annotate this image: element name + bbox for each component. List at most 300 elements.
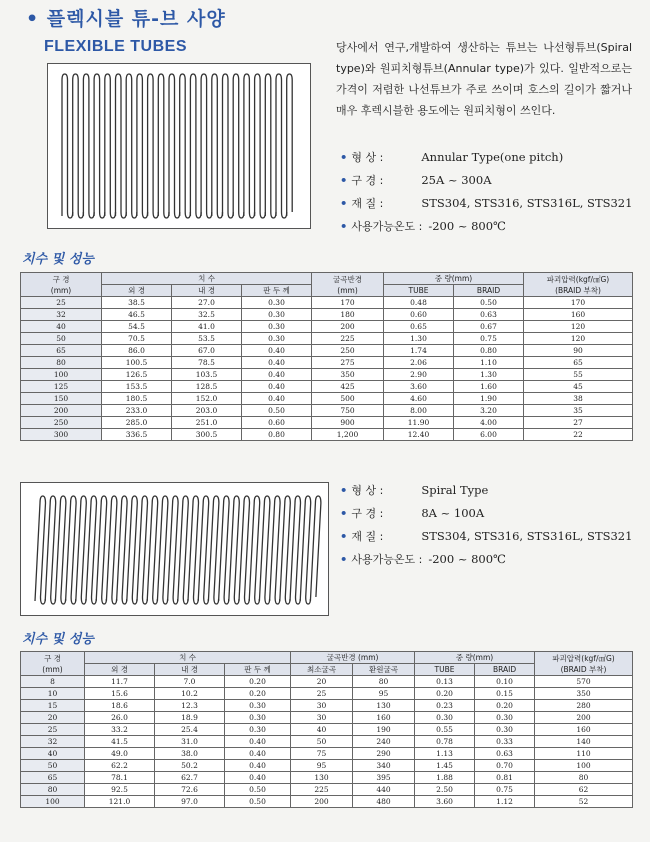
spiral-fold-line [265,597,270,604]
table-cell: 336.5 [102,429,172,441]
spiral-fold-line [178,496,189,601]
table-cell: 0.65 [384,321,454,333]
tube-fold-line [62,74,68,216]
table-cell: 38 [524,393,633,405]
table-cell: 40 [291,724,353,736]
table-row [21,700,633,712]
bullet-icon: • [340,173,348,187]
tube-fold-line [190,74,196,216]
table-cell: 121.0 [85,796,155,808]
table-cell: 26.0 [85,712,155,724]
table-cell: 0.13 [415,676,475,688]
table-cell: 1.45 [415,760,475,772]
col-thickness: 판 두 께 [225,664,291,676]
table-row [21,345,633,357]
table-cell: 225 [312,333,384,345]
table-cell: 250 [312,345,384,357]
table-cell: 0.30 [475,712,535,724]
table-cell: 38.5 [102,297,172,309]
table-cell: 150 [21,393,102,405]
spec-item-shape: • 형 상 : Annular Type(one pitch) [340,150,564,164]
table-cell: 120 [524,333,633,345]
table-cell: 20 [21,712,85,724]
table-cell: 8 [21,676,85,688]
spiral-fold-line [96,496,107,601]
spec-item-temperature: • 사용가능온도 : -200 ~ 800℃ [340,219,506,233]
tube-fold-line [255,74,261,216]
table-cell: 100.5 [102,357,172,369]
table-cell: 0.60 [384,309,454,321]
spec-item-size: • 구 경 : 25A ~ 300A [340,173,492,187]
table-row [21,309,633,321]
table-cell: 180 [312,309,384,321]
tube-fold-line [212,74,218,216]
col-size: 구 경 (mm) [21,273,102,297]
table-cell: 0.40 [225,760,291,772]
table-cell: 62.2 [85,760,155,772]
table-cell: 25 [21,724,85,736]
table-cell: 0.40 [225,736,291,748]
table-cell: 480 [353,796,415,808]
table-cell: 0.40 [242,357,312,369]
table-cell: 110 [535,748,633,760]
col-bend-min: 최소굴곡 [291,664,353,676]
bullet-icon: • [340,196,348,210]
table-cell: 103.5 [172,369,242,381]
table-cell: 100 [21,369,102,381]
table-cell: 33.2 [85,724,155,736]
table-cell: 62 [535,784,633,796]
spiral-fold-line [188,496,199,601]
spiral-fold-line [127,496,138,601]
table-cell: 2.50 [415,784,475,796]
col-weight: 중 량(mm) [384,273,524,285]
table-cell: 49.0 [85,748,155,760]
table-cell: 170 [524,297,633,309]
table-cell: 27 [524,417,633,429]
col-tube: TUBE [384,285,454,297]
spec-item-material: • 재 질 : STS304, STS316, STS316L, STS321 [340,196,633,210]
table-cell: 200 [21,405,102,417]
table-cell: 15.6 [85,688,155,700]
bullet-icon: • [340,552,348,566]
table-cell: 32 [21,736,85,748]
spiral-fold-line [275,597,280,604]
spiral-fold-line [194,597,199,604]
table-row [21,748,633,760]
bullet-icon: • [340,219,348,233]
table-cell: 440 [353,784,415,796]
table-cell: 18.9 [155,712,225,724]
table-row [21,405,633,417]
col-tube: TUBE [415,664,475,676]
spiral-fold-line [92,597,97,604]
table-cell: 900 [312,417,384,429]
table-cell: 1.12 [475,796,535,808]
table-cell: 180.5 [102,393,172,405]
table-cell: 78.5 [172,357,242,369]
table-cell: 41.0 [172,321,242,333]
spec-item-material: • 재 질 : STS304, STS316, STS316L, STS321 [340,529,633,543]
table-cell: 2.06 [384,357,454,369]
table-row [21,321,633,333]
table-cell: 1,200 [312,429,384,441]
tube-fold-line [271,212,276,218]
spec-item-shape: • 형 상 : Spiral Type [340,483,489,497]
tube-fold-line [217,212,222,218]
spiral-fold-line [173,597,178,604]
tube-fold-line [185,212,190,218]
table-cell: 1.13 [415,748,475,760]
table-cell: 0.75 [454,333,524,345]
tube-fold-line [196,212,201,218]
spec-item-size: • 구 경 : 8A ~ 100A [340,506,485,520]
table-cell: 160 [524,309,633,321]
table-cell: 251.0 [172,417,242,429]
table-cell: 11.7 [85,676,155,688]
bullet-icon: • [340,483,348,497]
table-cell: 0.30 [242,333,312,345]
table-cell: 0.63 [454,309,524,321]
table-cell: 0.30 [242,309,312,321]
bullet-icon: • [340,506,348,520]
table-cell: 72.6 [155,784,225,796]
table-cell: 6.00 [454,429,524,441]
table-cell: 340 [353,760,415,772]
spiral-fold-line [137,496,148,601]
table-cell: 4.00 [454,417,524,429]
spiral-fold-line [71,597,76,604]
spiral-table-body [21,676,633,808]
spiral-fold-line [117,496,128,601]
spiral-fold-line [153,597,158,604]
table-cell: 0.23 [415,700,475,712]
tube-fold-line [233,74,239,216]
col-burst-pressure: 파괴압력(kgf/㎠G) (BRAID 부착) [524,273,633,297]
table-cell: 3.60 [415,796,475,808]
table-cell: 0.30 [415,712,475,724]
table-row [21,676,633,688]
table-cell: 128.5 [172,381,242,393]
table-cell: 95 [291,760,353,772]
table-cell: 250 [21,417,102,429]
spiral-fold-line [76,496,87,601]
spiral-fold-line [249,496,260,601]
table-cell: 65 [524,357,633,369]
table-cell: 0.30 [225,712,291,724]
col-burst-pressure: 파괴압력(kgf/㎠G) (BRAID 부착) [535,652,633,676]
table-cell: 0.50 [225,784,291,796]
tube-fold-line [148,74,154,216]
table-cell: 30 [291,712,353,724]
table-cell: 50 [291,736,353,748]
table-cell: 1.90 [454,393,524,405]
table-cell: 18.6 [85,700,155,712]
table-cell: 0.30 [242,297,312,309]
table-cell: 0.30 [475,724,535,736]
tube-fold-line [164,212,169,218]
spiral-fold-line [147,496,158,601]
table-cell: 0.30 [242,321,312,333]
table-row [21,297,633,309]
table-cell: 0.48 [384,297,454,309]
table-cell: 300.5 [172,429,242,441]
col-bend-radius: 굴곡반경 (mm) [312,273,384,297]
table-cell: 40 [21,321,102,333]
tube-fold-line [110,212,115,218]
col-outer-diameter: 외 경 [85,664,155,676]
table-cell: 240 [353,736,415,748]
table-cell: 350 [535,688,633,700]
table-cell: 0.75 [475,784,535,796]
tube-fold-line [265,74,271,216]
table-cell: 20 [291,676,353,688]
table-cell: 75 [291,748,353,760]
tube-fold-line [201,74,207,216]
table-cell: 50 [21,333,102,345]
table-cell: 27.0 [172,297,242,309]
table-cell: 0.80 [454,345,524,357]
table-cell: 120 [524,321,633,333]
table-cell: 90 [524,345,633,357]
table-cell: 425 [312,381,384,393]
table-cell: 1.60 [454,381,524,393]
table-cell: 0.81 [475,772,535,784]
table-row [21,712,633,724]
tube-fold-line [68,212,73,218]
table-cell: 233.0 [102,405,172,417]
tube-fold-line [116,74,122,216]
table-cell: 140 [535,736,633,748]
spiral-fold-line [280,496,291,601]
table-cell: 500 [312,393,384,405]
col-weight: 중 량(mm) [415,652,535,664]
table-row [21,381,633,393]
spiral-fold-line [290,496,301,601]
spiral-fold-line [122,597,127,604]
tube-fold-line [105,74,111,216]
tube-fold-line [142,212,147,218]
table-cell: 190 [353,724,415,736]
table-row [21,333,633,345]
tube-fold-line [244,74,250,216]
table-row [21,357,633,369]
spiral-fold-line [86,496,97,601]
table-cell: 290 [353,748,415,760]
spiral-fold-line [229,496,240,601]
table-row [21,760,633,772]
spiral-fold-line [55,496,66,601]
table-cell: 160 [353,712,415,724]
spiral-fold-line [66,496,77,601]
table-cell: 35 [524,405,633,417]
tube-fold-line [78,212,83,218]
table-cell: 1.10 [454,357,524,369]
tube-fold-line [169,74,175,216]
spiral-fold-line [306,597,311,604]
spiral-fold-line [51,597,56,604]
spec-item-temperature: • 사용가능온도 : -200 ~ 800℃ [340,552,506,566]
spiral-fold-line [300,496,311,601]
table-cell: 80 [353,676,415,688]
table-row [21,796,633,808]
table-cell: 4.60 [384,393,454,405]
spiral-fold-line [234,597,239,604]
spiral-fold-line [102,597,107,604]
table-cell: 0.60 [242,417,312,429]
table-cell: 95 [353,688,415,700]
table-cell: 0.40 [242,393,312,405]
table-cell: 0.70 [475,760,535,772]
page-subtitle: FLEXIBLE TUBES [44,38,188,55]
table-cell: 170 [312,297,384,309]
table-cell: 285.0 [102,417,172,429]
col-braid: BRAID [454,285,524,297]
tube-fold-line [287,74,293,216]
table-cell: 40 [21,748,85,760]
spiral-fold-line [61,597,66,604]
tube-fold-line [132,212,137,218]
tube-fold-line [153,212,158,218]
table-cell: 0.67 [454,321,524,333]
table-cell: 10.2 [155,688,225,700]
table-cell: 100 [535,760,633,772]
spiral-fold-line [224,597,229,604]
table-cell: 70.5 [102,333,172,345]
table-cell: 32 [21,309,102,321]
tube-fold-line [239,212,244,218]
table-cell: 53.5 [172,333,242,345]
col-outer-diameter: 외 경 [102,285,172,297]
table-cell: 0.33 [475,736,535,748]
col-inner-diameter: 내 경 [172,285,242,297]
table-row [21,688,633,700]
table-cell: 1.88 [415,772,475,784]
section-heading-spiral: 치수 및 성능 [22,632,94,647]
spiral-fold-line [183,597,188,604]
table-cell: 153.5 [102,381,172,393]
tube-fold-line [180,74,186,216]
table-cell: 0.63 [475,748,535,760]
col-thickness: 판 두 께 [242,285,312,297]
annular-spec-table [20,272,633,441]
section-heading-annular: 치수 및 성능 [22,252,94,267]
table-cell: 52 [535,796,633,808]
tube-fold-line [207,212,212,218]
table-cell: 0.40 [225,772,291,784]
table-cell: 160 [535,724,633,736]
table-cell: 126.5 [102,369,172,381]
tube-fold-line [223,74,229,216]
table-cell: 0.10 [475,676,535,688]
table-cell: 15 [21,700,85,712]
table-cell: 280 [535,700,633,712]
spiral-fold-line [219,496,230,601]
table-cell: 0.20 [225,676,291,688]
annular-table-body [21,297,633,441]
spiral-fold-line [296,597,301,604]
table-row [21,393,633,405]
spiral-fold-line [198,496,209,601]
table-cell: 65 [21,345,102,357]
table-cell: 125 [21,381,102,393]
table-cell: 0.40 [242,381,312,393]
table-cell: 0.15 [475,688,535,700]
table-cell: 275 [312,357,384,369]
tube-fold-line [121,212,126,218]
table-cell: 78.1 [85,772,155,784]
table-cell: 3.20 [454,405,524,417]
table-row [21,429,633,441]
table-cell: 0.50 [225,796,291,808]
table-cell: 25.4 [155,724,225,736]
spiral-fold-line [132,597,137,604]
tube-fold-line [137,74,143,216]
page-title: • 플렉시블 튜-브 사양 [26,8,226,30]
table-cell: 0.30 [225,700,291,712]
tube-fold-line [73,74,79,216]
table-cell: 30 [291,700,353,712]
table-cell: 225 [291,784,353,796]
tube-fold-line [228,212,233,218]
spiral-fold-line [106,496,117,601]
tube-fold-line [276,74,282,216]
spiral-fold-line [310,496,321,601]
tube-fold-line [83,74,89,216]
col-size: 구 경 (mm) [21,652,85,676]
spiral-fold-line [157,496,168,601]
spiral-fold-line [270,496,281,601]
table-cell: 11.90 [384,417,454,429]
spiral-fold-line [168,496,179,601]
table-cell: 1.30 [384,333,454,345]
table-cell: 80 [21,784,85,796]
table-cell: 0.55 [415,724,475,736]
table-cell: 300 [21,429,102,441]
annular-tube-drawing [48,64,310,228]
table-row [21,736,633,748]
table-cell: 203.0 [172,405,242,417]
spiral-fold-line [112,597,117,604]
table-cell: 67.0 [172,345,242,357]
table-cell: 130 [353,700,415,712]
table-cell: 200 [535,712,633,724]
table-cell: 350 [312,369,384,381]
col-dimensions: 치 수 [85,652,291,664]
bullet-icon: • [340,150,348,164]
table-cell: 0.30 [225,724,291,736]
table-cell: 10 [21,688,85,700]
table-cell: 12.40 [384,429,454,441]
tube-fold-line [100,212,105,218]
table-cell: 12.3 [155,700,225,712]
spiral-tube-drawing [21,483,328,615]
table-cell: 65 [21,772,85,784]
table-cell: 0.80 [242,429,312,441]
tube-fold-line [126,74,132,216]
table-cell: 92.5 [85,784,155,796]
tube-fold-line [89,212,94,218]
table-cell: 97.0 [155,796,225,808]
tube-fold-line [94,74,100,216]
table-cell: 0.20 [415,688,475,700]
table-cell: 25 [21,297,102,309]
spiral-fold-line [204,597,209,604]
spiral-fold-line [245,597,250,604]
table-cell: 62.7 [155,772,225,784]
table-row [21,417,633,429]
spiral-tube-image [20,482,329,616]
